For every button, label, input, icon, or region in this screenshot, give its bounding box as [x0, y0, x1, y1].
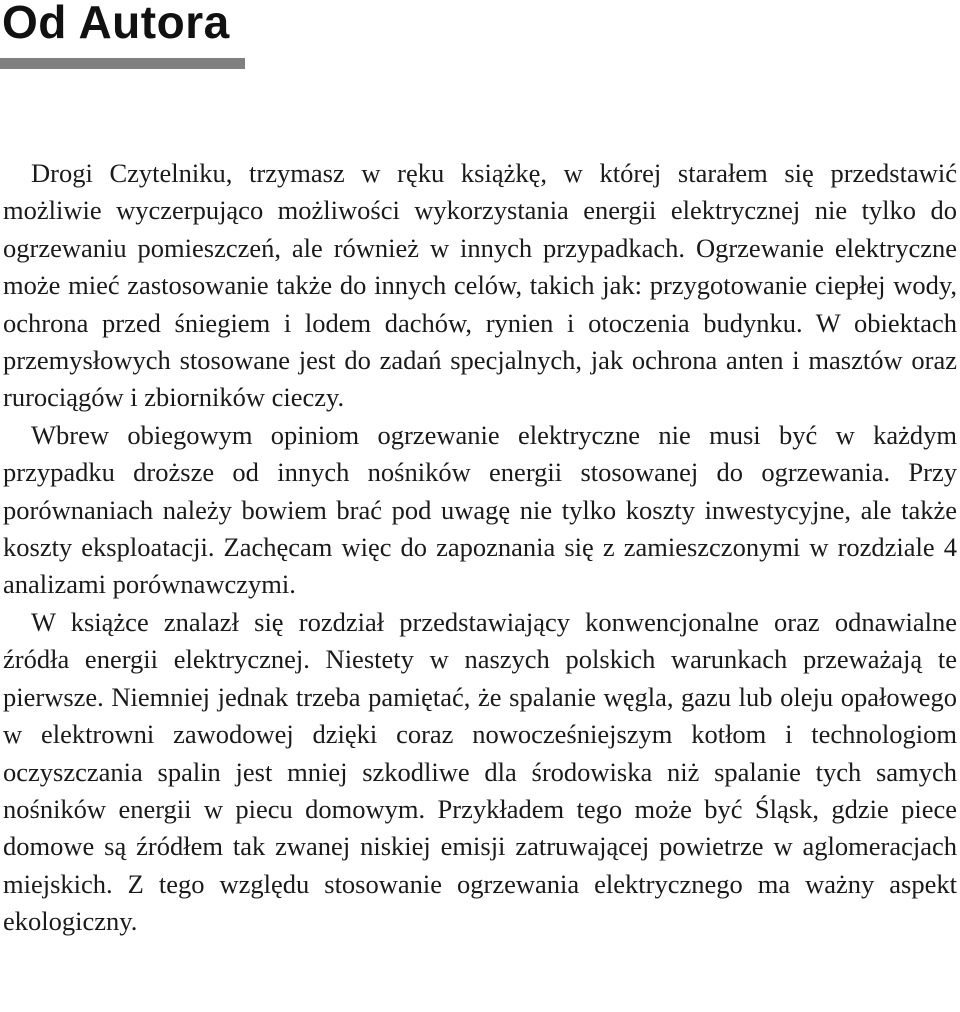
- title-underline-rule: [0, 58, 245, 69]
- page-title: Od Autora: [2, 0, 230, 48]
- body-text: [3, 155, 957, 941]
- paragraph-2: Wbrew obiegowym opiniom ogrzewanie elektryczne nie musi być w każdym przypadku droższe od innych nośników energii stosowanej do ogrzewania. Przy porównaniach należy bowiem brać pod uwagę nie tylko koszty inwestycyjne, ale także koszty eksploatacji. Zachęcam więc do zapoznania się z zamieszczonymi w rozdziale 4 analizami porównawczymi.: [3, 419, 957, 600]
- paragraph-3: W książce znalazł się rozdział przedstawiający konwencjonalne oraz odnawialne źródła energii elektrycznej. Niestety w naszych polskich warunkach przeważają te pierwsze. Niemniej jednak trzeba pamiętać, że spalanie węgla, gazu lub oleju opałowego w elektrowni zawodowej dzięki coraz nowocześniejszym kotłom i technologiom oczyszczania spalin jest mniej szkodliwe dla środowiska niż spalanie tych samych nośników energii w piecu domowym. Przykładem tego może być Śląsk, gdzie piece domowe są źródłem tak zwanej niskiej emisji zatruwającej powietrze w aglomeracjach miejskich. Z tego względu stosowanie ogrzewania elektrycznego ma ważny aspekt ekologiczny.: [3, 606, 957, 937]
- paragraph-1: Drogi Czytelniku, trzymasz w ręku książkę, w której starałem się przedstawić możliwie wyczerpująco możliwości wykorzystania energii elektrycznej nie tylko do ogrzewaniu pomieszczeń, ale również w innych przypadkach. Ogrzewanie elektryczne może mieć zastosowanie także do innych celów, takich jak: przygotowanie ciepłej wody, ochrona przed śniegiem i lodem dachów, rynien i otoczenia budynku. W obiektach przemysłowych stosowane jest do zadań specjalnych, jak ochrona anten i masztów oraz rurociągów i zbiorników cieczy.: [3, 158, 957, 413]
